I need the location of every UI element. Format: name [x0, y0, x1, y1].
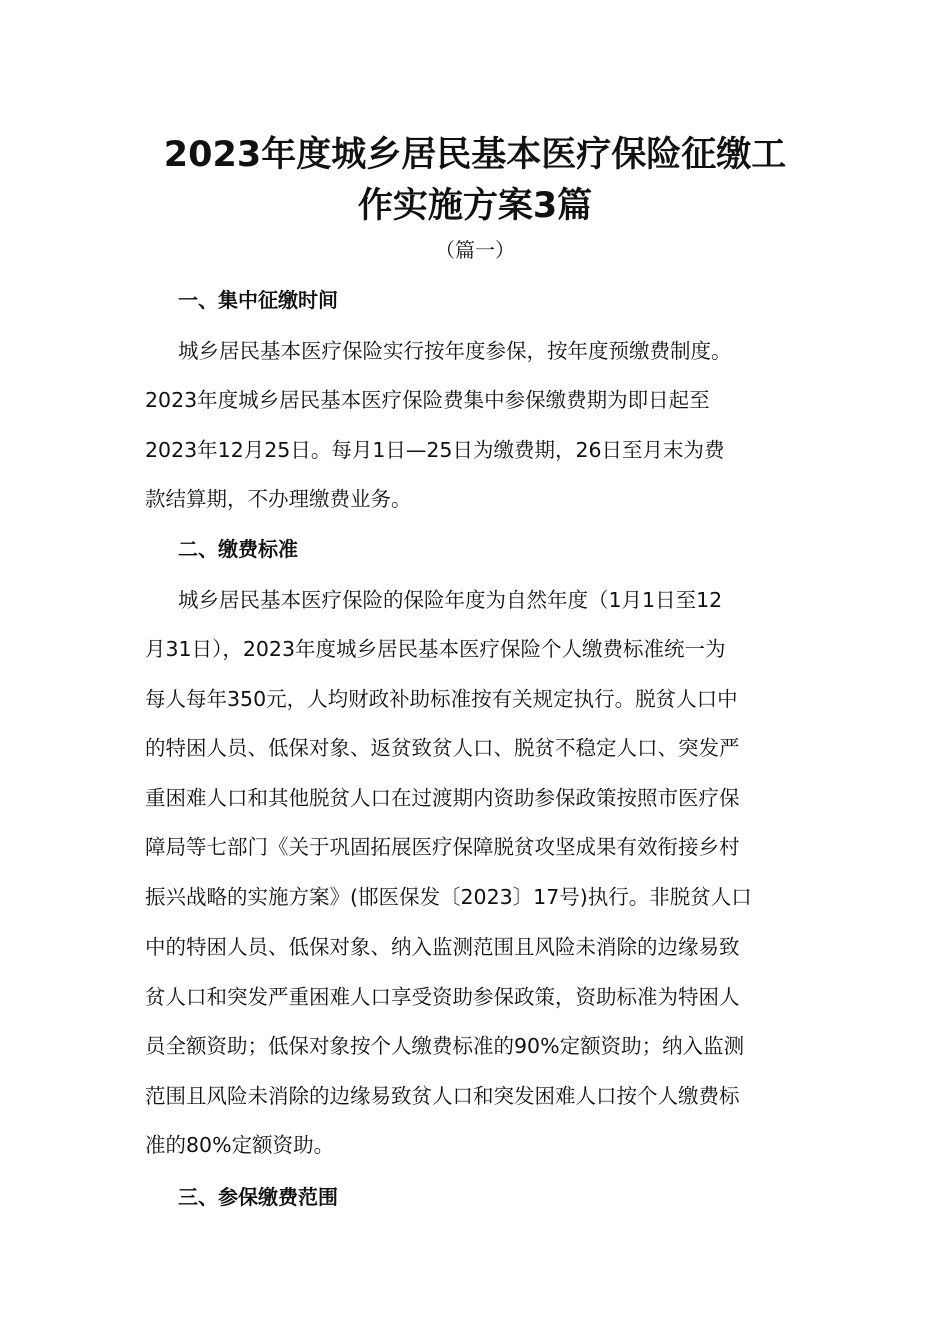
section-2-line-5: 重困难人口和其他脱贫人口在过渡期内资助参保政策按照市医疗保 [145, 786, 740, 810]
section-1-line-2: 2023年度城乡居民基本医疗保险费集中参保缴费期为即日起至 [145, 388, 710, 412]
section-2-line-8: 中的特困人员、低保对象、纳入监测范围且风险未消除的边缘易致 [145, 935, 740, 959]
section-2-heading: 二、缴费标准 [178, 537, 298, 561]
section-2-line-11: 范围且风险未消除的边缘易致贫人口和突发困难人口按个人缴费标 [145, 1084, 740, 1108]
section-1-line-4: 款结算期，不办理缴费业务。 [145, 487, 412, 511]
section-1-line-1: 城乡居民基本医疗保险实行按年度参保，按年度预缴费制度。 [178, 339, 732, 363]
section-2-line-2: 月31日），2023年度城乡居民基本医疗保险个人缴费标准统一为 [145, 637, 726, 661]
section-2-line-1: 城乡居民基本医疗保险的保险年度为自然年度（1月1日至12 [178, 588, 723, 612]
section-3-heading: 三、参保缴费范围 [178, 1185, 338, 1209]
document-subtitle: （篇一） [435, 238, 515, 262]
section-2-line-7: 振兴战略的实施方案》(邯医保发〔2023〕17号)执行。非脱贫人口 [145, 885, 752, 909]
section-2-line-6: 障局等七部门《关于巩固拓展医疗保障脱贫攻坚成果有效衔接乡村 [145, 835, 740, 859]
document-title-line-1: 2023年度城乡居民基本医疗保险征缴工 [163, 135, 787, 175]
section-2-line-3: 每人每年350元，人均财政补助标准按有关规定执行。脱贫人口中 [145, 687, 738, 711]
section-2-line-9: 贫人口和突发严重困难人口享受资助参保政策，资助标准为特困人 [145, 985, 740, 1009]
section-1-heading: 一、集中征缴时间 [178, 288, 338, 312]
section-2-line-10: 员全额资助；低保对象按个人缴费标准的90%定额资助；纳入监测 [145, 1034, 745, 1058]
section-2-line-12: 准的80%定额资助。 [145, 1133, 335, 1157]
section-1-line-3: 2023年12月25日。每月1日—25日为缴费期，26日至月末为费 [145, 438, 725, 462]
document-title-line-2: 作实施方案3篇 [357, 186, 593, 226]
section-2-line-4: 的特困人员、低保对象、返贫致贫人口、脱贫不稳定人口、突发严 [145, 736, 740, 760]
